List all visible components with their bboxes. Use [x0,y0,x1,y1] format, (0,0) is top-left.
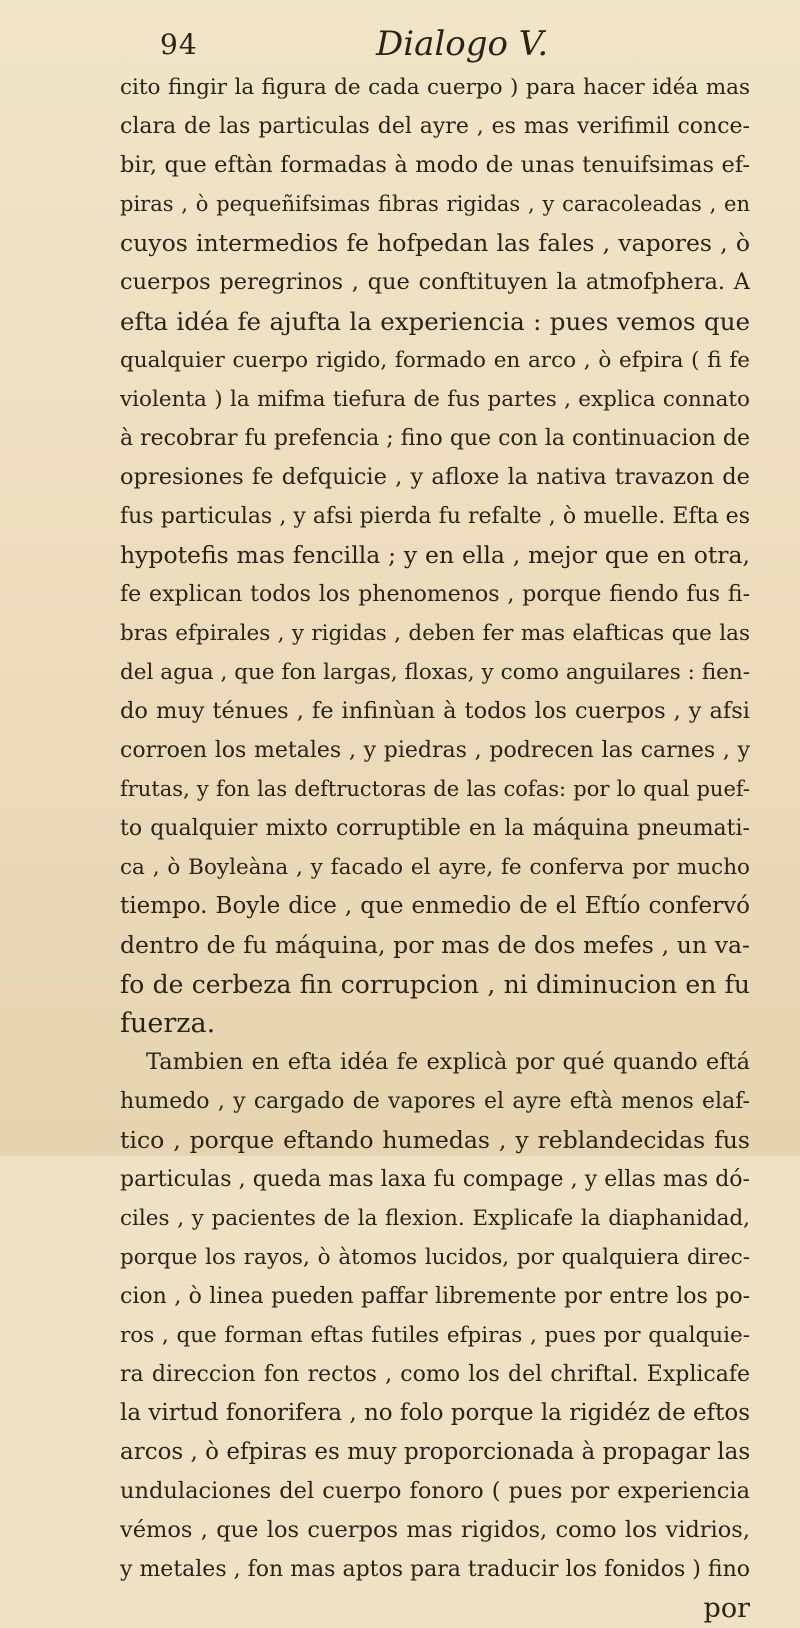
text-line: violenta ) la mifma tiefura de fus partes , explica connato [120,387,750,412]
page-number: 94 [160,28,198,61]
text-line: bras efpirales , y rigidas , deben fer mas elafticas que las [120,621,750,646]
text-line: Tambien en efta idéa fe explicà por qué quando eftá [146,1049,750,1075]
text-line: del agua , que fon largas, floxas, y como anguilares : fien- [120,660,750,685]
text-line: tiempo. Boyle dice , que enmedio de el Eftío confervó [120,893,750,919]
text-line: tico , porque eftando humedas , y reblandecidas fus [120,1126,750,1154]
text-line: à recobrar fu prefencia ; fino que con la continuacion de [120,426,750,451]
text-line: cito fingir la figura de cada cuerpo ) para hacer idéa mas [120,75,750,100]
text-line: piras , ò pequeñifsimas fibras rigidas , y caracoleadas , en [120,192,750,216]
body-text [120,68,750,1628]
text-line: cuyos intermedios fe hofpedan las fales , vapores , ò [120,229,750,257]
text-line: cion , ò linea pueden paffar libremente por entre los po- [120,1284,750,1309]
text-line: particulas , queda mas laxa fu compage , y ellas mas dó- [120,1167,750,1192]
text-line: efta idéa fe ajufta la experiencia : pues vemos que [120,307,750,336]
text-line: qualquier cuerpo rigido, formado en arco , ò efpira ( fi fe [120,348,750,373]
text-line: bir, que eftàn formadas à modo de unas tenuifsimas ef- [120,152,750,178]
text-line: ca , ò Boyleàna , y facado el ayre, fe conferva por mucho [120,855,750,880]
text-line: to qualquier mixto corruptible en la máquina pneumati- [120,816,750,841]
text-line: fe explican todos los phenomenos , porque fiendo fus fi- [120,582,750,607]
text-line: corroen los metales , y piedras , podrecen las carnes , y [120,738,750,763]
text-line: frutas, y fon las deftructoras de las cofas: por lo qual puef- [120,777,750,801]
catchword: por [703,1593,750,1624]
text-line: dentro de fu máquina, por mas de dos mefes , un va- [120,931,750,959]
text-line: cuerpos peregrinos , que conftituyen la atmofphera. A [120,269,750,295]
text-line: humedo , y cargado de vapores el ayre eftà menos elaf- [120,1089,750,1114]
text-line: porque los rayos, ò àtomos lucidos, por qualquiera direc- [120,1245,750,1270]
text-line: do muy ténues , fe infinùan à todos los cuerpos , y afsi [120,698,750,724]
text-line: opresiones fe defquicie , y afloxe la nativa travazon de [120,464,750,490]
text-line: ciles , y pacientes de la flexion. Explicafe la diaphanidad, [120,1206,750,1231]
text-line: undulaciones del cuerpo fonoro ( pues por experiencia [120,1478,750,1504]
text-line: hypotefis mas fencilla ; y en ella , mejor que en otra, [120,541,750,569]
page-header [0,24,800,70]
running-head: Dialogo V. [376,24,549,64]
text-line: vémos , que los cuerpos mas rigidos, como los vidrios, [120,1517,750,1543]
text-line: la virtud fonorifera , no folo porque la rigidéz de eftos [120,1400,750,1426]
text-line: ros , que forman eftas futiles efpiras , pues por qualquie- [120,1323,750,1348]
text-line: ra direccion fon rectos , como los del chriftal. Explicafe [120,1362,750,1387]
text-line: fus particulas , y afsi pierda fu refalte , ò muelle. Efta es [120,504,750,529]
text-line: y metales , fon mas aptos para traducir los fonidos ) fino [120,1557,750,1582]
text-line: fo de cerbeza fin corrupcion , ni diminucion en fu [120,970,750,999]
text-line: clara de las particulas del ayre , es mas verifimil conce- [120,114,750,139]
text-line: arcos , ò efpiras es muy proporcionada à propagar las [120,1439,750,1465]
text-line: fuerza. [120,1008,216,1039]
